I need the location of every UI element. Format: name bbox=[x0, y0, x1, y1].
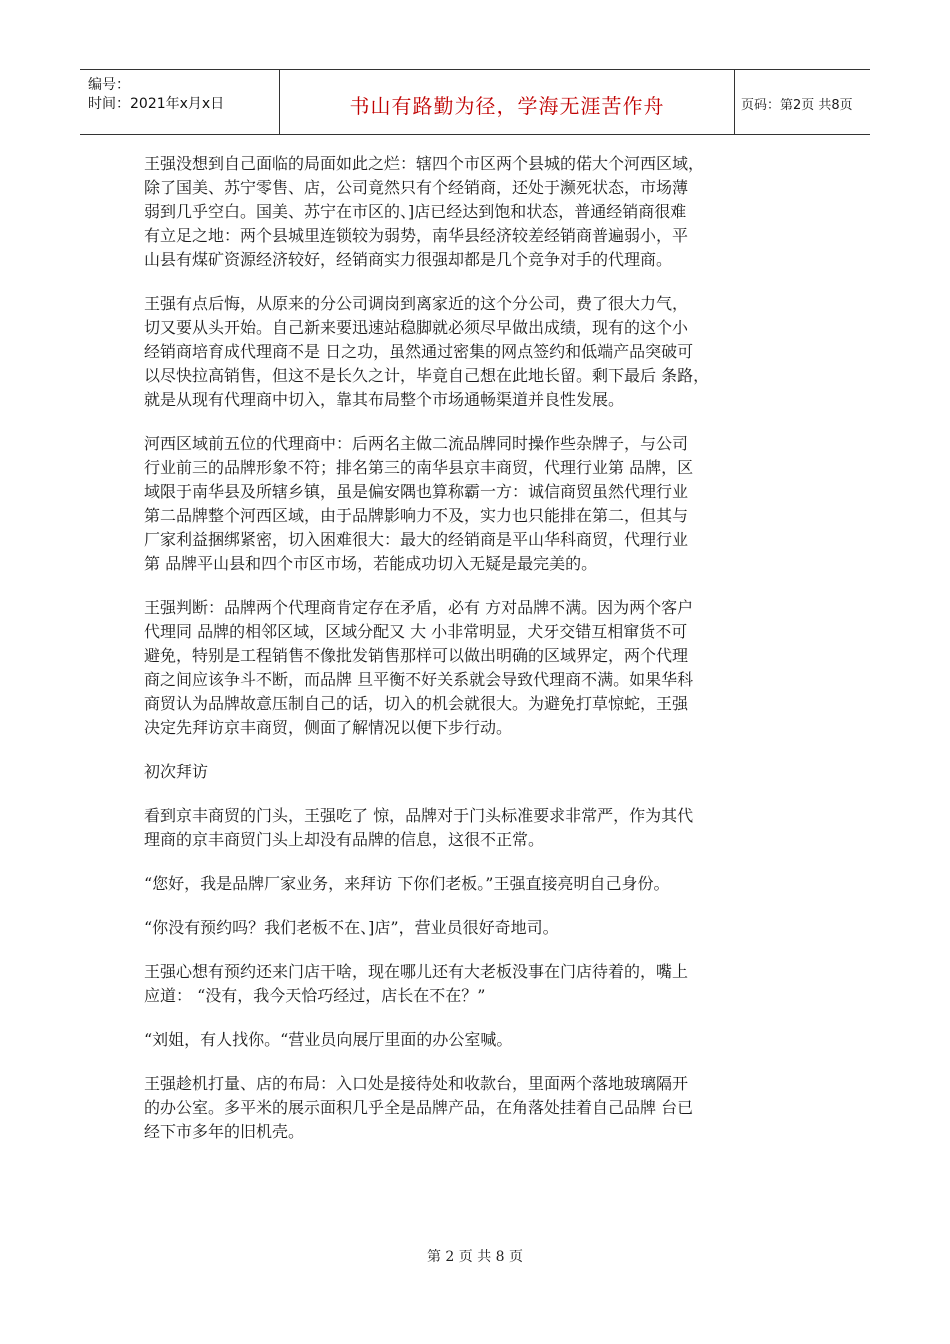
paragraph: 王强没想到自己面临的局面如此之烂：辖四个市区两个县城的偌大个河西区域， 除了国美、苏宁零售、店，公司竟然只有个经销商，还处于濒死状态，市场薄 弱到几乎空白。国美、苏宁在市区的、]店已经达到饱和状态，普通经销商很难 有立足之地：两个县城里连锁较为弱势，南华县经济较差经销商普遍弱小，平 山县有煤矿资源经济较好，经销商实力很强却都是几个竞争对手的代理商。 bbox=[144, 154, 705, 269]
page-header bbox=[80, 69, 870, 135]
paragraph: 王强趁机打量、店的布局：入口处是接待处和收款台，里面两个落地玻璃隔开 的办公室。多平米的展示面积几乎全是品牌产品，在角落处挂着自己品牌 台已 经下市多年的旧机壳。 bbox=[144, 1074, 694, 1141]
header-meta-cell bbox=[80, 70, 280, 134]
paragraph: 王强心想有预约还来门店干啥，现在哪儿还有大老板没事在门店待着的，嘴上 应道： “没有，我今天恰巧经过，店长在不在？” bbox=[144, 962, 689, 1005]
document-body bbox=[144, 152, 812, 1164]
header-motto: 书山有路勤为径，学海无涯苦作舟 bbox=[349, 94, 665, 118]
header-page-cell bbox=[735, 70, 870, 134]
header-page-info: 页码：第2页 共8页 bbox=[741, 98, 853, 113]
paragraph: 王强判断：品牌两个代理商肯定存在矛盾，必有 方对品牌不满。因为两个客户 代理同 品牌的相邻区域，区域分配又 大 小非常明显，犬牙交错互相窜货不可 避免，特别是工程销售不像批发销售那样可以做出明确的区域界定，两个代理 商之间应该争斗不断，而品牌 旦平衡不好关系就会导致代理商不满。如果华科 商贸认为品牌故意压制自己的话，切入的机会就很大。为避免打草惊蛇，王强 决定先拜访京丰商贸，侧面了解情况以便下步行动。 bbox=[144, 598, 694, 737]
paragraph: 河西区域前五位的代理商中：后两名主做二流品牌同时操作些杂牌子，与公司 行业前三的品牌形象不符；排名第三的南华县京丰商贸，代理行业第 品牌，区 域限于南华县及所辖乡镇，虽是偏安隅也算称霸一方：诚信商贸虽然代理行业 第二品牌整个河西区域，由于品牌影响力不及，实力也只能排在第二，但其与 厂家利益捆绑紧密，切入困难很大：最大的经销商是平山华科商贸，代理行业 第 品牌平山县和四个市区市场，若能成功切入无疑是最完美的。 bbox=[144, 434, 694, 573]
document-time-label: 时间：2021年x月x日 bbox=[88, 96, 225, 112]
dialogue-line: “您好，我是品牌厂家业务，来拜访 下你们老板。”王强直接亮明自己身份。 bbox=[144, 874, 670, 893]
dialogue-line: “你没有预约吗？我们老板不在、]店”，营业员很好奇地司。 bbox=[144, 918, 559, 937]
paragraph: 王强有点后悔，从原来的分公司调岗到离家近的这个分公司，费了很大力气， 切又要从头开始。自己新来要迅速站稳脚就必须尽早做出成绩，现有的这个小 经销商培育成代理商不是 日之功，虽然通过密集的网点签约和低端产品突破可 以尽快拉高销售，但这不是长久之计，毕竟自己想在此地长留。剩下最后 条路， 就是从现有代理商中切入，靠其布局整个市场通畅渠道并良性发展。 bbox=[144, 294, 710, 409]
paragraph: 看到京丰商贸的门头，王强吃了 惊，品牌对于门头标准要求非常严，作为其代 理商的京丰商贸门头上却没有品牌的信息，这很不正常。 bbox=[144, 806, 694, 849]
header-motto-cell bbox=[280, 70, 735, 134]
section-heading: 初次拜访 bbox=[144, 762, 209, 781]
dialogue-line: “刘姐，有人找你。“营业员向展厅里面的办公室喊。 bbox=[144, 1030, 513, 1049]
document-number-label: 编号： bbox=[88, 77, 130, 93]
page-footer: 第 2 页 共 8 页 bbox=[426, 1249, 524, 1265]
